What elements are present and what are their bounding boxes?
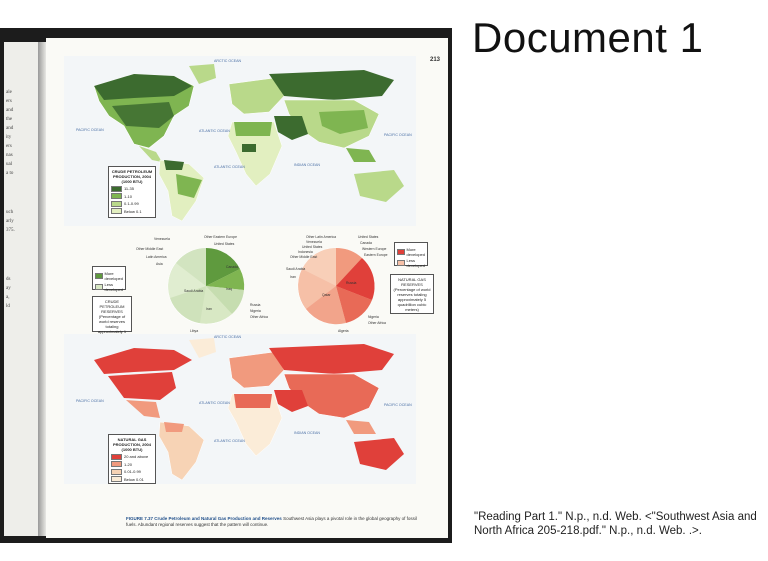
left-page-edge — [4, 42, 38, 536]
left-page-text-fragment: arly — [6, 219, 14, 224]
pie-label: Other Latin America — [306, 235, 336, 239]
left-page-text-fragment: a, — [6, 295, 10, 300]
pie-label: Nigeria — [368, 315, 379, 319]
pie-label: Qatar — [322, 293, 331, 297]
russia-region — [269, 344, 394, 374]
gas-reserves-box — [390, 274, 434, 314]
pie-label: Western Europe — [362, 247, 387, 251]
ocean-label: ATLANTIC OCEAN — [199, 401, 230, 405]
pie-label: Russia — [346, 281, 357, 285]
book-page — [46, 38, 448, 538]
pie-label: Other Middle East — [290, 255, 318, 259]
slide-title: Document 1 — [472, 14, 704, 61]
pie-label: Canada — [226, 265, 238, 269]
pie-label: Venezuela — [306, 240, 322, 244]
pie-label: Other Middle East — [136, 247, 164, 251]
reserve-box-text: NATURAL GAS RESERVES (Percentage of world reserves totaling approximately 5 quadrillion cubic meters) — [393, 277, 431, 312]
gas-reserves-pie — [298, 248, 375, 324]
left-page-text-fragment: uch — [6, 210, 14, 215]
left-page-text-fragment: ers — [6, 99, 12, 104]
pie-label: Nigeria — [250, 309, 261, 313]
caption-title: FIGURE 7.37 Crude Petroleum and Natural Gas Production and Reserves — [126, 516, 282, 521]
legend-item: Below 0.01 — [124, 476, 144, 482]
pie-label: Canada — [360, 241, 372, 245]
key-item: Less developed — [406, 258, 425, 268]
ocean-label: ATLANTIC OCEAN — [199, 129, 230, 133]
petroleum-pie-key — [92, 266, 126, 290]
petroleum-reserves-pie — [168, 248, 244, 324]
ocean-label: PACIFIC OCEAN — [76, 128, 104, 132]
figure-caption — [126, 516, 426, 528]
pie-label: Indonesia — [298, 250, 313, 254]
source-citation: "Reading Part 1." N.p., n.d. Web. <"Southwest Asia and North Africa 205-218.pdf." N.p., n.d. Web. .>. — [474, 511, 757, 537]
pie-label: Other Africa — [368, 321, 386, 325]
north-africa-region — [234, 394, 272, 408]
book-gutter — [38, 42, 46, 536]
reserves-pie-charts — [106, 232, 436, 338]
key-item: More developed — [406, 246, 426, 257]
pie-label: Algeria — [338, 329, 349, 333]
legend-item: 1-20 — [124, 461, 133, 467]
caption-text: Southwest Asia plays a pivotal role in the global geography of fossil fuels. Abundant regional reserves suggest that the pattern will continue. — [126, 516, 417, 527]
pie-label: Russia — [250, 303, 261, 307]
russia-region — [269, 70, 394, 100]
legend-item: 11-35 — [124, 186, 134, 191]
key-item: Less developed — [104, 282, 123, 292]
left-page-text-fragment: ual — [6, 162, 13, 167]
legend-title: CRUDE PETROLEUM PRODUCTION, 2004 (1000 BTU) — [111, 169, 153, 184]
pie-label: Other Africa — [250, 315, 268, 319]
petroleum-legend — [108, 166, 156, 218]
left-page-text-fragment: ds — [6, 277, 11, 282]
legend-title: NATURAL GAS PRODUCTION, 2004 (1000 BTU) — [112, 437, 151, 452]
left-page-text-fragment: a to — [6, 171, 14, 176]
pie-label: Latin America — [146, 255, 167, 259]
left-page-text-fragment: the — [6, 117, 13, 122]
pie-label: Iran — [290, 275, 296, 279]
left-page-text-fragment: ers — [6, 144, 12, 149]
ocean-label: PACIFIC OCEAN — [384, 403, 412, 407]
pie-label: Venezuela — [154, 237, 170, 241]
petroleum-reserves-box — [92, 296, 132, 332]
ocean-label: PACIFIC OCEAN — [384, 133, 412, 137]
ocean-label: INDIAN OCEAN — [294, 163, 320, 167]
legend-item: 1-10 — [124, 193, 133, 199]
left-page-text-fragment: ity — [6, 135, 12, 140]
pie-label: Libya — [190, 329, 199, 333]
left-page-text-fragment: ld — [6, 304, 10, 309]
page-number: 213 — [430, 57, 441, 63]
pie-label: Iran — [206, 307, 212, 311]
ocean-label: ARCTIC OCEAN — [214, 59, 242, 63]
reserve-box-text: CRUDE PETROLEUM RESERVES (Percentage of world reserves totaling approximately 1 — [97, 299, 127, 334]
ocean-label: INDIAN OCEAN — [294, 431, 320, 435]
legend-item: 0.01-0.99 — [124, 469, 141, 474]
legend-item: Below 0.1 — [124, 208, 142, 214]
gas-pie-key — [394, 242, 428, 266]
gas-legend — [108, 434, 156, 484]
scanned-book-spread — [0, 28, 452, 543]
pie-label: Eastern Europe — [364, 253, 388, 257]
ocean-label: ATLANTIC OCEAN — [214, 439, 245, 443]
ocean-label: PACIFIC OCEAN — [76, 399, 104, 403]
legend-item: 20 and above — [124, 454, 149, 459]
left-page-text-fragment: and — [6, 126, 14, 131]
pie-label: United States — [302, 245, 323, 249]
north-africa-region — [234, 122, 272, 136]
pie-label: United States — [358, 235, 379, 239]
pie-label: Other Eastern Europe — [204, 235, 237, 239]
pie-label: Iraq — [226, 287, 232, 291]
ocean-label: ARCTIC OCEAN — [214, 335, 242, 339]
pie-label: Saudi Arabia — [184, 289, 204, 293]
left-page-text-fragment: ay — [6, 286, 11, 291]
nigeria-region — [242, 144, 256, 152]
pie-label: Asia — [156, 262, 163, 266]
pie-label: United States — [214, 242, 235, 246]
key-item: More developed — [104, 270, 124, 281]
legend-item: 0.1-0.99 — [124, 201, 139, 206]
ocean-label: ATLANTIC OCEAN — [214, 165, 245, 169]
left-page-text-fragment: and — [6, 108, 14, 113]
left-page-text-fragment: ale — [6, 90, 12, 95]
left-page-text-fragment: 375. — [6, 228, 15, 233]
left-page-text-fragment: nas — [6, 153, 13, 158]
pie-label: Saudi Arabia — [286, 267, 306, 271]
